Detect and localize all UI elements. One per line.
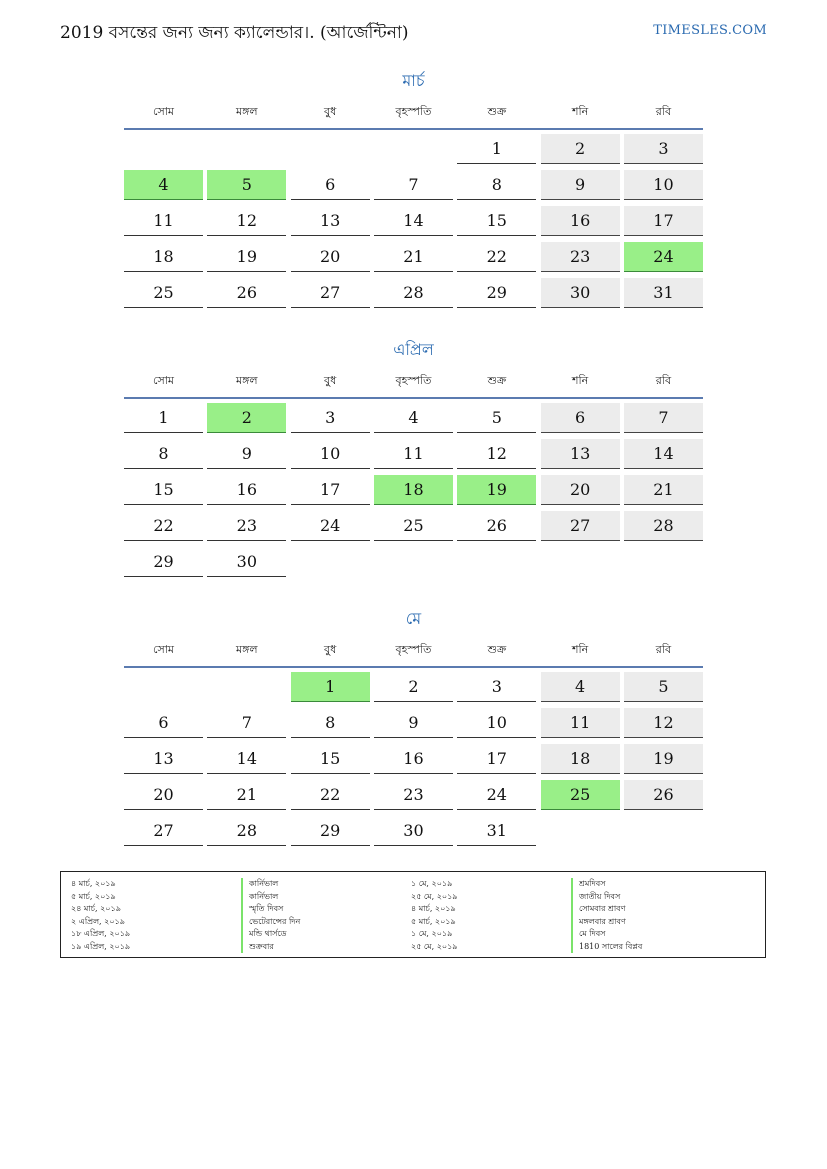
day-cell[interactable]: 25 [374,511,453,541]
holiday-day-cell[interactable]: 5 [207,170,286,200]
empty-day-cell [207,672,286,702]
legend-holiday-name: 1810 সালের বিপ্লব [571,941,741,954]
day-cell[interactable]: 31 [457,816,536,846]
site-link[interactable]: TIMESLES.COM [653,23,767,38]
weekday-label: মঙ্গল [236,643,258,656]
weekday-label: বুধ [324,105,337,118]
day-cell[interactable]: 7 [207,708,286,738]
weekday-label: শুক্র [487,105,507,118]
day-cell[interactable]: 10 [291,439,370,469]
day-cell[interactable]: 29 [124,547,203,577]
day-cell[interactable]: 25 [124,278,203,308]
day-cell[interactable]: 30 [541,278,620,308]
day-cell[interactable]: 12 [624,708,703,738]
legend-date: ২৪ মার্চ, ২০১৯ [71,904,121,913]
legend-holiday-name: স্মৃতি দিবস [241,903,411,916]
legend-holiday-name: কার্নিভাল [241,891,411,904]
weekday-label: শুক্র [487,374,507,387]
day-cell[interactable]: 6 [124,708,203,738]
header-divider [124,397,703,399]
day-cell[interactable]: 7 [374,170,453,200]
legend-holiday-name: সোমবার শ্রাবণ [571,903,741,916]
legend-date: ৪ মার্চ, ২০১৯ [71,879,116,888]
day-cell[interactable]: 4 [541,672,620,702]
day-cell[interactable]: 20 [291,242,370,272]
weekday-label: রবি [655,105,672,118]
day-cell[interactable]: 9 [541,170,620,200]
weekday-header [124,640,703,666]
day-cell[interactable]: 19 [624,744,703,774]
day-cell[interactable]: 27 [291,278,370,308]
day-cell[interactable]: 13 [291,206,370,236]
day-cell[interactable]: 2 [374,672,453,702]
empty-day-cell [124,672,203,702]
legend-date: ১ মে, ২০১৯ [411,929,453,938]
weekday-label: রবি [655,643,672,656]
legend-holiday-name: মঙ্গলবার শ্রাবণ [571,916,741,929]
day-cell[interactable]: 26 [207,278,286,308]
weekday-label: বুধ [324,643,337,656]
day-cell[interactable]: 18 [124,242,203,272]
weekday-label: সোম [152,105,175,118]
day-cell[interactable]: 29 [457,278,536,308]
day-cell[interactable]: 10 [457,708,536,738]
day-cell[interactable]: 26 [457,511,536,541]
legend-right-dates [411,878,571,957]
day-cell[interactable]: 29 [291,816,370,846]
day-cell[interactable]: 13 [124,744,203,774]
legend-holiday-name: কার্নিভাল [241,878,411,891]
weekday-header [124,102,703,128]
weekday-label: মঙ্গল [236,374,258,387]
day-cell[interactable]: 23 [207,511,286,541]
day-cell[interactable]: 20 [124,780,203,810]
empty-day-cell [624,547,703,577]
day-cell[interactable]: 15 [457,206,536,236]
day-cell[interactable]: 23 [374,780,453,810]
holiday-day-cell[interactable]: 18 [374,475,453,505]
legend-date: ৫ মার্চ, ২০১৯ [411,916,456,926]
day-cell[interactable]: 30 [374,816,453,846]
day-cell[interactable]: 19 [207,242,286,272]
day-cell[interactable]: 23 [541,242,620,272]
day-cell[interactable]: 8 [457,170,536,200]
day-cell[interactable]: 22 [124,511,203,541]
legend-holiday-name: শ্রমদিবস [571,878,741,891]
legend-holiday-name: ভেটেরান্সের দিন [241,916,411,929]
day-cell[interactable]: 1 [124,403,203,433]
day-cell[interactable]: 17 [624,206,703,236]
day-cell[interactable]: 13 [541,439,620,469]
day-cell[interactable]: 12 [457,439,536,469]
weekday-label: বুধ [324,374,337,387]
weekday-label: বৃহস্পতি [395,643,432,656]
day-cell[interactable]: 21 [207,780,286,810]
day-cell[interactable]: 26 [624,780,703,810]
day-cell[interactable]: 24 [291,511,370,541]
page-title: 2019 বসন্তের জন্য জন্য ক্যালেন্ডার।. (আর্জেন্টিনা) [60,23,409,43]
day-cell[interactable]: 11 [541,708,620,738]
legend-date: ২৫ মে, ২০১৯ [411,891,458,901]
day-cell[interactable]: 1 [457,134,536,164]
empty-day-cell [374,547,453,577]
weekday-label: বৃহস্পতি [395,105,432,118]
day-cell[interactable]: 14 [207,744,286,774]
day-cell[interactable]: 2 [541,134,620,164]
day-grid [124,672,703,846]
day-cell[interactable]: 7 [624,403,703,433]
header-divider [124,128,703,130]
weekday-label: রবি [655,374,672,387]
weekday-label: শুক্র [487,643,507,656]
header-divider [124,666,703,668]
month-title: মে [405,609,422,628]
day-grid [124,134,703,308]
day-cell[interactable]: 6 [291,170,370,200]
day-cell[interactable]: 3 [624,134,703,164]
legend-date: ২৫ মে, ২০১৯ [411,941,458,951]
day-cell[interactable]: 18 [541,744,620,774]
day-cell[interactable]: 27 [124,816,203,846]
weekday-label: শনি [572,105,589,118]
day-cell[interactable]: 9 [207,439,286,469]
day-cell[interactable]: 15 [124,475,203,505]
day-cell[interactable]: 3 [457,672,536,702]
day-cell[interactable]: 5 [457,403,536,433]
empty-day-cell [207,134,286,164]
legend-date: ৫ মার্চ, ২০১৯ [71,891,116,901]
day-cell[interactable]: 14 [374,206,453,236]
day-cell[interactable]: 10 [624,170,703,200]
holiday-day-cell[interactable]: 24 [624,242,703,272]
day-cell[interactable]: 30 [207,547,286,577]
day-cell[interactable]: 12 [207,206,286,236]
day-cell[interactable]: 16 [207,475,286,505]
legend-date: ১৯ এপ্রিল, ২০১৯ [71,941,131,951]
empty-day-cell [374,134,453,164]
month-section [124,604,703,846]
day-cell[interactable]: 4 [374,403,453,433]
day-cell[interactable]: 21 [624,475,703,505]
legend-date: ২ এপ্রিল, ২০১৯ [71,916,125,926]
legend-right-names [571,878,741,957]
month-section [124,66,703,308]
day-cell[interactable]: 31 [624,278,703,308]
day-cell[interactable]: 15 [291,744,370,774]
day-cell[interactable]: 16 [374,744,453,774]
empty-day-cell [541,547,620,577]
empty-day-cell [541,816,620,846]
weekday-label: শনি [572,374,589,387]
day-cell[interactable]: 16 [541,206,620,236]
legend-holiday-name: জাতীয় দিবস [571,891,741,904]
legend-date: ১৮ এপ্রিল, ২০১৯ [71,929,131,938]
weekday-label: সোম [152,643,175,656]
empty-day-cell [291,547,370,577]
day-cell[interactable]: 28 [624,511,703,541]
legend-left-dates [71,878,241,957]
day-cell[interactable]: 28 [207,816,286,846]
day-cell[interactable]: 22 [291,780,370,810]
day-cell[interactable]: 8 [291,708,370,738]
day-grid [124,403,703,577]
holiday-day-cell[interactable]: 19 [457,475,536,505]
day-cell[interactable]: 28 [374,278,453,308]
holiday-day-cell[interactable]: 2 [207,403,286,433]
empty-day-cell [624,816,703,846]
weekday-label: মঙ্গল [236,105,258,118]
holiday-day-cell[interactable]: 4 [124,170,203,200]
holiday-legend [60,871,766,958]
empty-day-cell [291,134,370,164]
weekday-label: বৃহস্পতি [395,374,432,387]
day-cell[interactable]: 11 [374,439,453,469]
day-cell[interactable]: 21 [374,242,453,272]
legend-holiday-name: মন্ডি থার্সডে [241,928,411,941]
empty-day-cell [124,134,203,164]
day-cell[interactable]: 27 [541,511,620,541]
empty-day-cell [457,547,536,577]
month-section [124,335,703,577]
day-cell[interactable]: 14 [624,439,703,469]
weekday-label: শনি [572,643,589,656]
day-cell[interactable]: 8 [124,439,203,469]
legend-holiday-name: মে দিবস [571,928,741,941]
day-cell[interactable]: 9 [374,708,453,738]
holiday-day-cell[interactable]: 1 [291,672,370,702]
day-cell[interactable]: 20 [541,475,620,505]
holiday-day-cell[interactable]: 25 [541,780,620,810]
month-title: এপ্রিল [393,340,434,359]
day-cell[interactable]: 6 [541,403,620,433]
day-cell[interactable]: 24 [457,780,536,810]
legend-date: ১ মে, ২০১৯ [411,879,453,888]
day-cell[interactable]: 5 [624,672,703,702]
day-cell[interactable]: 3 [291,403,370,433]
weekday-label: সোম [152,374,175,387]
day-cell[interactable]: 11 [124,206,203,236]
legend-date: ৪ মার্চ, ২০১৯ [411,904,456,913]
day-cell[interactable]: 17 [291,475,370,505]
legend-holiday-name: শুক্রবার [241,941,411,954]
legend-left-names [241,878,411,957]
day-cell[interactable]: 22 [457,242,536,272]
month-title: মার্চ [402,71,425,90]
day-cell[interactable]: 17 [457,744,536,774]
weekday-header [124,371,703,397]
